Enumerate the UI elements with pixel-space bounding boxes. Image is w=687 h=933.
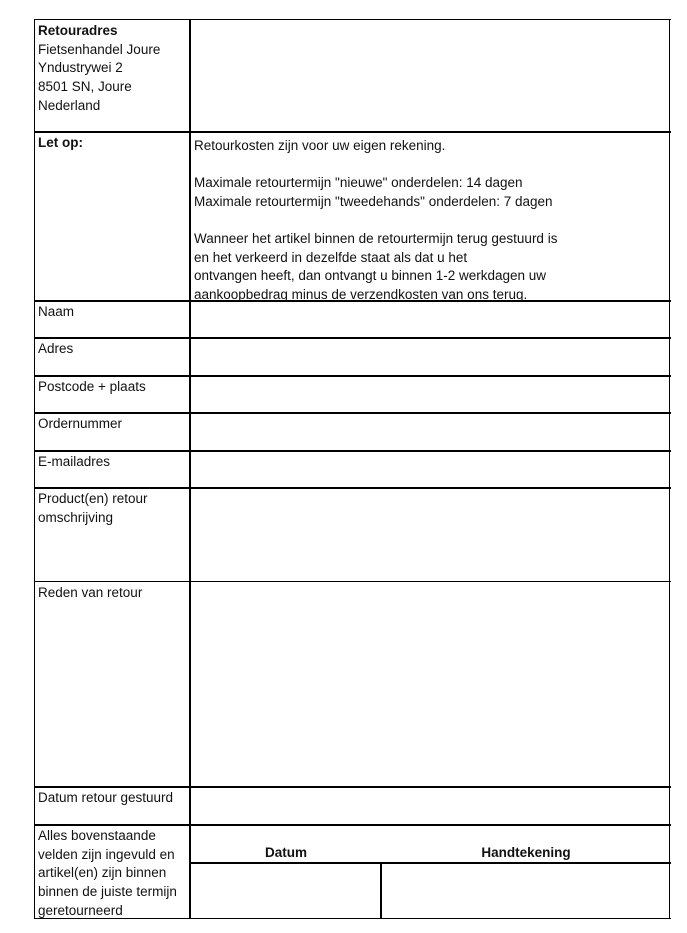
confirmation-line-4: binnen de juiste termijn xyxy=(38,884,177,900)
confirmation-line-5: geretourneerd xyxy=(38,902,123,918)
return-address-label: Retouradres xyxy=(38,23,118,38)
product-description-field[interactable] xyxy=(191,489,669,581)
return-address-line-1: Fietsenhandel Joure xyxy=(38,41,161,57)
signature-field[interactable] xyxy=(382,864,669,919)
date-sent-label: Datum retour gestuurd xyxy=(38,790,174,805)
return-address-line-3: 8501 SN, Joure xyxy=(38,79,132,95)
signature-header: Handtekening xyxy=(481,845,571,860)
address-label: Adres xyxy=(38,341,74,356)
date-field[interactable] xyxy=(191,864,380,919)
order-number-label: Ordernummer xyxy=(38,416,123,431)
email-label: E-mailadres xyxy=(38,454,111,469)
reason-field[interactable] xyxy=(191,583,669,787)
return-address-value-area xyxy=(191,20,669,132)
notice-refund-line-3: ontvangen heeft, dan ontvangt u binnen 1-2 werkdagen uw xyxy=(194,268,547,284)
return-address-line-4: Nederland xyxy=(38,97,101,113)
notice-used-term: Maximale retourtermijn "tweedehands" onderdelen: 7 dagen xyxy=(194,193,553,209)
notice-new-term: Maximale retourtermijn "nieuwe" onderdelen: 14 dagen xyxy=(194,175,523,190)
notice-costs: Retourkosten zijn voor uw eigen rekening. xyxy=(194,138,446,153)
confirmation-line-1: Alles bovenstaande xyxy=(38,828,156,843)
date-header: Datum xyxy=(264,845,307,860)
postcode-field[interactable] xyxy=(191,377,669,413)
email-field[interactable] xyxy=(191,452,669,488)
date-sent-field[interactable] xyxy=(191,788,669,824)
notice-refund-line-1: Wanneer het artikel binnen de retourtermijn terug gestuurd is xyxy=(194,231,558,246)
product-label-line-2: omschrijving xyxy=(38,510,114,525)
name-label: Naam xyxy=(38,304,75,319)
name-field[interactable] xyxy=(191,302,669,338)
confirmation-line-3: artikel(en) zijn binnen xyxy=(38,865,167,881)
order-number-field[interactable] xyxy=(191,414,669,450)
notice-refund-line-4: aankoopbedrag minus de verzendkosten van ons terug. xyxy=(194,287,528,303)
product-label-line-1: Product(en) retour xyxy=(38,491,148,506)
postcode-label: Postcode + plaats xyxy=(38,379,146,394)
return-address-line-2: Yndustrywei 2 xyxy=(38,60,123,76)
address-field[interactable] xyxy=(191,339,669,375)
notice-label: Let op: xyxy=(38,135,83,150)
confirmation-line-2: velden zijn ingevuld en xyxy=(38,846,175,862)
reason-label: Reden van retour xyxy=(38,585,143,600)
notice-refund-line-2: en het verkeerd in dezelfde staat als dat u het xyxy=(194,249,468,265)
